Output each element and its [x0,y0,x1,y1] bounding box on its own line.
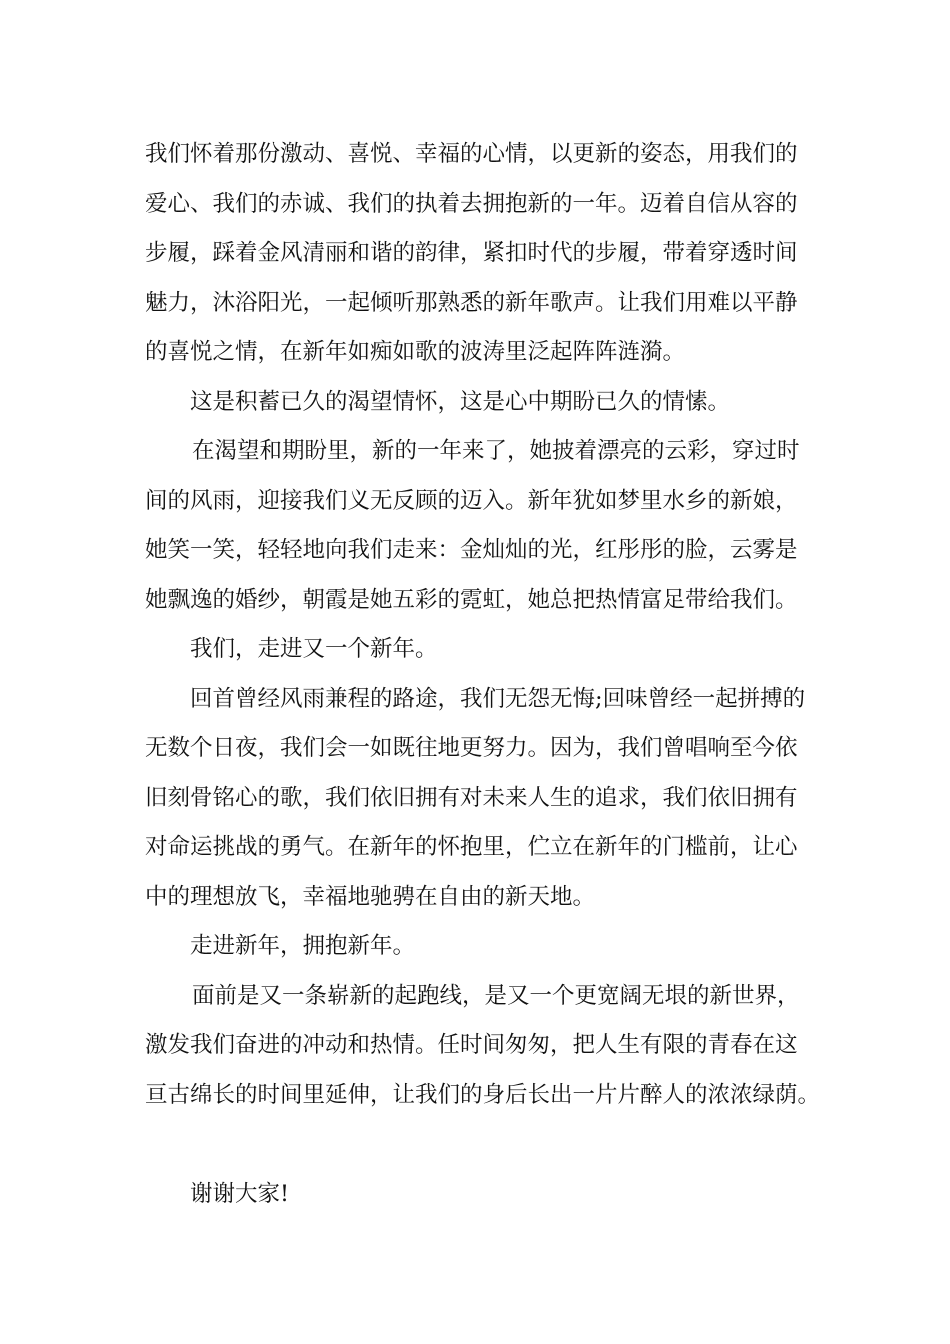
closing-line: 谢谢大家! [190,1180,290,1207]
text-line: 她笑一笑，轻轻地向我们走来：金灿灿的光，红彤彤的脸，云雾是 [145,537,798,563]
text-line: 亘古绵长的时间里延伸，让我们的身后长出一片片醉人的浓浓绿荫。 [145,1081,821,1108]
text-line: 这是积蓄已久的渴望情怀，这是心中期盼已久的情愫。 [190,388,731,415]
text-line: 对命运挑战的勇气。在新年的怀抱里，伫立在新年的门槛前，让心 [145,834,798,860]
text-line: 魅力，沐浴阳光，一起倾听那熟悉的新年歌声。让我们用难以平静 [145,289,798,316]
text-line: 面前是又一条崭新的起跑线，是又一个更宽阔无垠的新世界， [192,982,800,1009]
paragraph-gap [145,1120,825,1170]
text-line: 爱心、我们的赤诚、我们的执着去拥抱新的一年。迈着自信从容的 [145,190,798,217]
document-body [145,130,825,1219]
text-line: 间的风雨，迎接我们义无反顾的迈入。新年犹如梦里水乡的新娘， [145,487,798,514]
text-line: 的喜悦之情，在新年如痴如歌的波涛里泛起阵阵涟漪。 [145,339,686,365]
text-line: 回首曾经风雨兼程的路途，我们无怨无悔;回味曾经一起拼搏的 [190,685,806,712]
text-line: 她飘逸的婚纱，朝霞是她五彩的霓虹，她总把热情富足带给我们。 [145,586,798,613]
text-line: 旧刻骨铭心的歌，我们依旧拥有对未来人生的追求，我们依旧拥有 [145,784,798,811]
text-line: 激发我们奋进的冲动和热情。任时间匆匆，把人生有限的青春在这 [145,1032,798,1058]
text-line: 无数个日夜，我们会一如既往地更努力。因为，我们曾唱响至今依 [145,735,798,761]
text-line: 步履，踩着金风清丽和谐的韵律，紧扣时代的步履，带着穿透时间 [145,240,798,266]
text-line: 走进新年，拥抱新年。 [190,933,416,959]
text-line: 在渴望和期盼里，新的一年来了，她披着漂亮的云彩，穿过时 [192,438,800,464]
text-line: 中的理想放飞，幸福地驰骋在自由的新天地。 [145,883,596,910]
text-line: 我们怀着那份激动、喜悦、幸福的心情，以更新的姿态，用我们的 [145,141,798,167]
text-line: 我们，走进又一个新年。 [190,636,438,662]
